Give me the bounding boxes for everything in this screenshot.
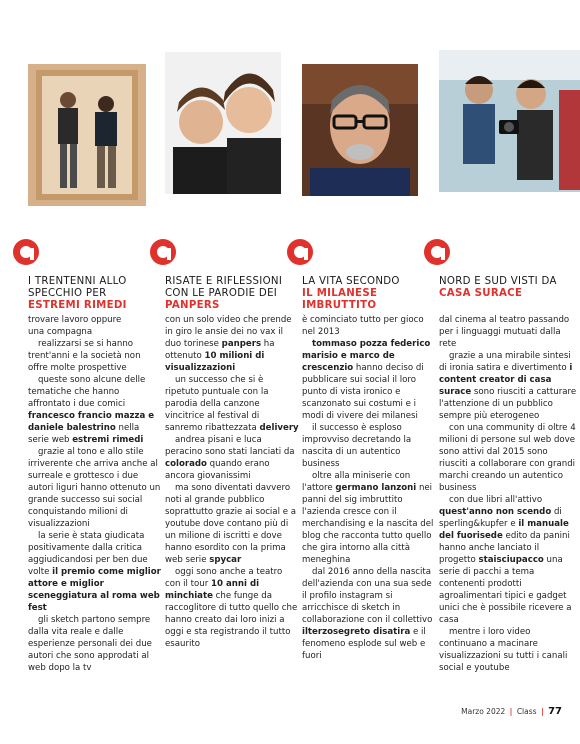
article-estremi-rimedi [28,48,161,673]
separator: | [540,707,544,716]
article-casa-surace [439,48,577,673]
page-number: 77 [548,706,562,717]
class-logo-icon [149,238,177,266]
magazine-name: Class [516,707,537,716]
class-logo-icon [423,238,451,266]
class-logo-icon [286,238,314,266]
photo-milanese-imbruttito [302,64,418,196]
photo-panpers [165,52,281,194]
page-footer [461,706,562,717]
headline: LA VITA SECONDO IL MILANESE IMBRUTTITO [302,276,400,311]
class-logo-icon [12,238,40,266]
article-body: con un solo video che prende in giro le ansie dei no vax il duo torinese panpers ha ottenuto 10 milioni di visualizzazioni un successo che si è ripetuto puntuale con la parodia della canzone vincitrice al festival di sanremo ribattezzata delivery andrea pisani e luca peracino sono stati lanciati da colorado quando erano ancora giovanissimi ma sono diventati davvero noti al grande pubblico soprattutto grazie ai social e a youtube dove contano più di un milione di iscritti e dove hanno esordito con la prima web serie spycar oggi sono anche a teatro con il tour 10 anni di minchiate che funge da raccoglitore di tutto quello che hanno creato dai loro inizi a oggi e sta registrando il tutto esaurito [165,315,299,649]
headline: I TRENTENNI ALLO SPECCHIO PER ESTREMI RIMEDI [28,276,127,311]
photo-casa-surace [439,50,580,192]
article-panpers [165,48,299,649]
headline: NORD E SUD VISTI DA CASA SURACE [439,276,557,299]
article-milanese-imbruttito [302,48,434,661]
issue-date: Marzo 2022 [461,707,506,716]
article-body: trovare lavoro oppure una compagna realizzarsi se si hanno trent'anni e la società non offre molte prospettive queste sono alcune delle tematiche che hanno affrontato i due comici francesco francio mazza e daniele balestrino nella serie web estremi rimedi grazie al tono e allo stile irriverente che arriva anche al surreale e grottesco i due autori liguri hanno ottenuto un grande successo sui social conquistando milioni di visualizzazioni la serie è stata giudicata positivamente dalla critica aggiudicandosi per ben due volte il premio come miglior attore e miglior sceneggiatura al roma web fest gli sketch partono sempre dalla vita reale e dalle esperienze personali dei due autori che sono approdati al web dopo la tv [28,315,161,673]
headline: RISATE E RIFLESSIONI CON LE PARODIE DEI PANPERS [165,276,283,311]
separator: | [509,707,513,716]
article-body: è cominciato tutto per gioco nel 2013 tommaso pozza federico marisio e marco de crescenzio hanno deciso di pubblicare sui social il loro punto di vista ironico e scanzonato sui costumi e i modi di vivere dei milanesi il successo è esploso improvviso decretando la nascita di un autentico business oltre alla miniserie con l'attore germano lanzoni nei panni del sig imbruttito l'azienda cresce con il merchandising e la nascita del blog che racconta tutto quello che gira intorno alla città meneghina dal 2016 anno della nascita dell'azienda con una sua sede il profilo instagram si arricchisce di sketch in collaborazione con il collettivo ilterzosegreto disatira e il fenomeno esplode sul web e fuori [302,315,434,661]
photo-estremi-rimedi [28,64,146,206]
article-body: dal cinema al teatro passando per i linguaggi mutuati dalla rete grazie a una mirabile sintesi di ironia satira e divertimento i content creator di casa surace sono riusciti a catturare l'attenzione di un pubblico sempre più eterogeneo con una community di oltre 4 milioni di persone sul web dove sono attivi dal 2015 sono riusciti a collaborare con grandi marchi creando un autentico business con due libri all'attivo quest'anno non scendo di sperling&kupfer e il manuale del fuorisede edito da panini hanno anche lanciato il progetto staisciupacco una serie di pacchi a tema contenenti prodotti agroalimentari tipici e gadget unici che è possibile ricevere a casa mentre i loro video continuano a macinare visualizzazioni su tutti i canali social e youtube [439,315,577,673]
